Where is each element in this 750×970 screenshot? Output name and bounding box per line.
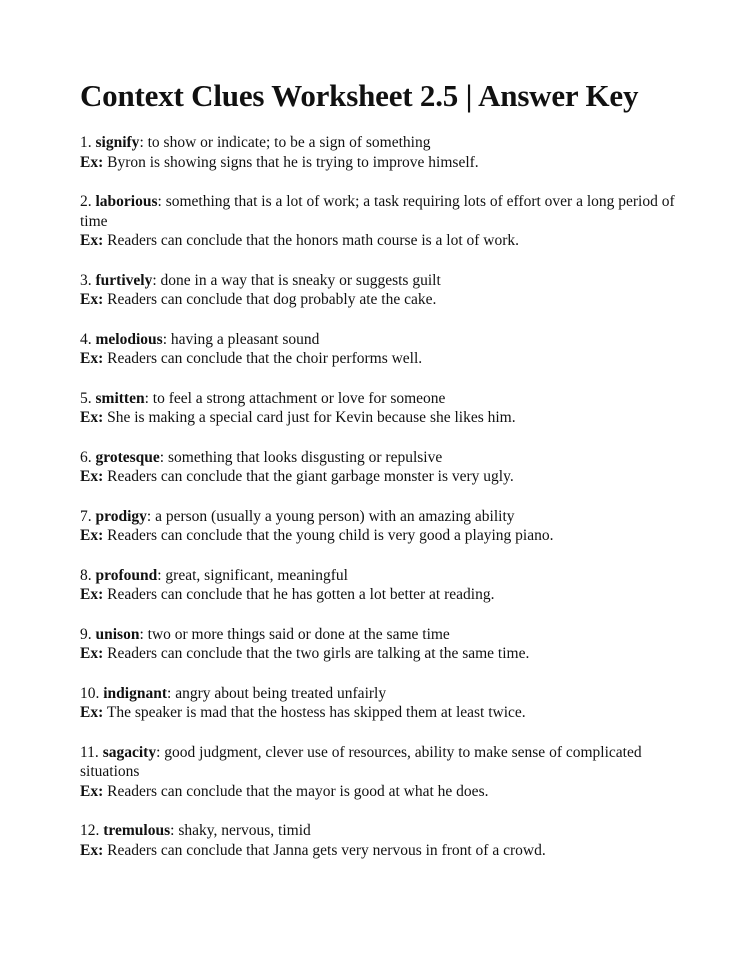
vocab-term: prodigy [95,507,147,525]
example-label: Ex: [80,645,104,662]
definition-line [80,192,680,231]
answer-item [80,684,680,723]
answer-list [80,133,680,860]
answer-item [80,389,680,428]
example-line [80,231,680,251]
definition-line [80,625,680,645]
item-number: 4. [80,330,92,348]
item-number: 8. [80,566,92,584]
definition-text: : two or more things said or done at the same time [139,625,450,643]
worksheet-page [80,76,680,880]
definition-text: : having a pleasant sound [162,330,320,348]
example-line [80,153,680,173]
example-line [80,841,680,861]
definition-text: : done in a way that is sneaky or suggests guilt [152,271,441,289]
example-label: Ex: [80,409,104,426]
example-text: Readers can conclude that the choir performs well. [103,350,423,367]
example-line [80,349,680,369]
definition-text: : a person (usually a young person) with an amazing ability [146,507,515,525]
example-line [80,408,680,428]
example-text: Readers can conclude that he has gotten a lot better at reading. [103,586,495,603]
definition-text: : something that is a lot of work; a task requiring lots of effort over a long period of time [80,193,675,230]
example-text: Readers can conclude that the honors math course is a lot of work. [103,232,520,249]
vocab-term: grotesque [95,448,160,466]
example-label: Ex: [80,841,104,859]
answer-item [80,566,680,605]
answer-item [80,330,680,369]
definition-text: : great, significant, meaningful [157,566,348,584]
example-line [80,467,680,487]
example-label: Ex: [80,704,104,721]
definition-text: : something that looks disgusting or repulsive [159,448,443,466]
answer-item [80,821,680,860]
definition-line [80,821,680,841]
example-label: Ex: [80,468,104,485]
example-line [80,585,680,605]
example-label: Ex: [80,232,104,249]
example-label: Ex: [80,586,104,603]
definition-line [80,389,680,409]
definition-line [80,330,680,350]
definition-text: : good judgment, clever use of resources, ability to make sense of complicated situations [80,743,642,780]
vocab-term: signify [95,134,140,151]
definition-text: : angry about being treated unfairly [167,684,387,702]
example-text: Readers can conclude that the mayor is good at what he does. [103,782,489,800]
answer-item [80,192,680,251]
vocab-term: sagacity [102,743,157,761]
vocab-term: unison [95,625,140,643]
example-line [80,782,680,802]
definition-line [80,507,680,527]
answer-item [80,271,680,310]
item-number: 7. [80,507,92,525]
vocab-term: indignant [103,684,168,702]
item-number: 3. [80,271,92,289]
vocab-term: tremulous [103,822,171,839]
example-label: Ex: [80,153,104,171]
example-text: Readers can conclude that Janna gets very nervous in front of a crowd. [103,841,546,859]
example-label: Ex: [80,782,104,800]
answer-item [80,507,680,546]
definition-text: : shaky, nervous, timid [170,822,311,839]
item-number: 1. [80,134,92,151]
item-number: 6. [80,448,92,466]
example-line [80,526,680,546]
example-text: Byron is showing signs that he is trying to improve himself. [103,153,479,171]
item-number: 10. [80,684,100,702]
example-line [80,644,680,664]
example-text: Readers can conclude that the two girls are talking at the same time. [103,645,530,662]
example-line [80,290,680,310]
page-title: Context Clues Worksheet 2.5 | Answer Key [80,78,639,113]
definition-line [80,133,680,153]
vocab-term: melodious [95,330,163,348]
definition-line [80,448,680,468]
definition-line [80,743,680,782]
answer-item [80,133,680,172]
example-text: Readers can conclude that the young child is very good a playing piano. [103,527,554,544]
item-number: 11. [80,743,99,761]
answer-item [80,743,680,802]
definition-line [80,566,680,586]
example-text: The speaker is mad that the hostess has skipped them at least twice. [103,704,526,721]
item-number: 2. [80,193,92,210]
item-number: 9. [80,625,92,643]
vocab-term: smitten [95,389,145,407]
vocab-term: furtively [95,271,153,289]
definition-text: : to show or indicate; to be a sign of something [139,134,431,151]
definition-line [80,271,680,291]
example-text: Readers can conclude that dog probably ate the cake. [103,291,437,308]
definition-text: : to feel a strong attachment or love for someone [144,389,446,407]
example-label: Ex: [80,527,104,544]
answer-item [80,448,680,487]
vocab-term: laborious [95,193,158,210]
example-text: She is making a special card just for Kevin because she likes him. [103,409,516,426]
example-text: Readers can conclude that the giant garbage monster is very ugly. [103,468,514,485]
item-number: 12. [80,822,100,839]
answer-item [80,625,680,664]
definition-line [80,684,680,704]
vocab-term: profound [95,566,158,584]
example-line [80,703,680,723]
item-number: 5. [80,389,92,407]
example-label: Ex: [80,291,104,308]
example-label: Ex: [80,350,104,367]
